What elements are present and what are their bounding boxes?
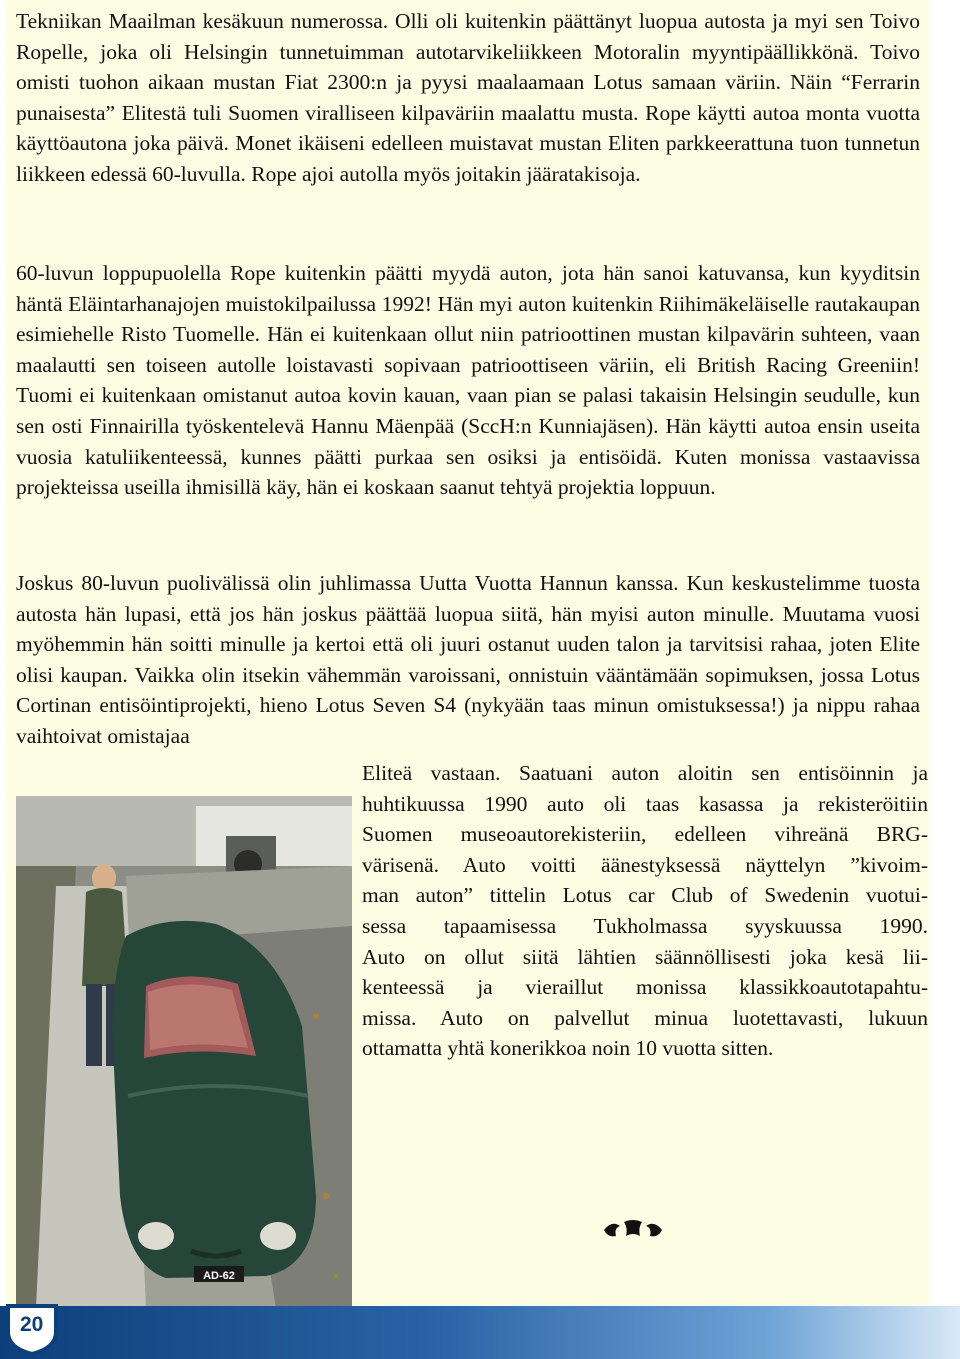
license-plate: AD-62 — [203, 1270, 235, 1282]
paragraph-4-line: värisenä. Auto voitti äänestyksessä näyttelyn ”kivoim- — [362, 852, 928, 877]
paragraph-2: 60-luvun loppupuolella Rope kuitenkin päätti myydä auton, jota hän sanoi katuvansa, kun kyyditsin häntä Eläintarhanajojen muistokilpailussa 1992! Hän myi auton kuitenkin Riihimäkeläiselle rautakaupan esimiehelle Risto Tuomelle. Hän ei kuitenkaan ollut niin patrioottinen mustan kilpavärin suhteen, vaan maalautti sen toiseen autolle loistavasti sopivaan patrioottiseen väriin, eli British Racing Greeniin! Tuomi ei kuitenkaan omistanut autoa kovin kauan, vaan pian se palasi takaisin Helsingin seudulle, kun sen osti Finnairilla työskentelevä Hannu Mäenpää (SccH:n Kunniajäsen). Hän käytti autoa ensin useita vuosia katuliikenteessä, kunnes päätti purkaa sen osiksi ja entisöidä. Kuten monissa vastaavissa projekteissa useilla ihmisillä käy, hän ei koskaan saanut tehtyä projektia loppuun. — [16, 261, 920, 500]
car-photo — [16, 796, 352, 1308]
footer-bar — [0, 1306, 960, 1359]
paragraph-4-line: huhtikuussa 1990 auto oli taas kasassa ja rekisteröitiin — [362, 791, 928, 816]
paragraph-4-line: Auto on ollut siitä lähtien säännöllisesti joka kesä lii- — [362, 944, 928, 969]
paragraph-4-line: man auton” tittelin Lotus car Club of Swedenin vuotui- — [362, 883, 928, 908]
paragraph-4-line: Eliteä vastaan. Saatuani auton aloitin sen entisöinnin ja — [362, 761, 928, 785]
paragraph-1: Tekniikan Maailman kesäkuun numerossa. Olli oli kuitenkin päättänyt luopua autosta ja myi sen Toivo Ropelle, joka oli Helsingin tunnetuimman autotarvikeliikkeen Motoralin myyntipäällikkönä. Toivo omisti tuohon aikaan mustan Fiat 2300:n ja pyysi maalaamaan Lotus samaan väriin. Näin “Ferrarin punaisesta” Elitestä tuli Suomen viralliseen kilpaväriin maalattu musta. Rope käytti autoa monta vuotta käyttöautona joka päivä. Monet ikäiseni edelleen muistavat mustan Eliten parkkeerattuna tuon tunnetun liikkeen edessä 60-luvulla. Rope ajoi autolla myös joitakin jääratakisoja. — [16, 9, 920, 186]
leaf-ornament-icon — [602, 1218, 664, 1242]
page-number: 20 — [20, 1313, 44, 1336]
paragraph-4-line: ottamatta yhtä konerikkoa noin 10 vuotta sitten. — [362, 1036, 774, 1061]
paragraph-4-line: kenteessä ja vieraillut monissa klassikkoautotapahtu- — [362, 975, 928, 1000]
paragraph-4-line: missa. Auto on palvellut minua luotettavasti, lukuun — [362, 1005, 928, 1030]
paragraph-4-line: Suomen museoautorekisteriin, edelleen vihreänä BRG- — [362, 822, 928, 847]
page-background — [6, 0, 930, 1305]
paragraph-4-line: sessa tapaamisessa Tukholmassa syyskuussa 1990. — [362, 913, 928, 938]
paragraph-4 — [362, 758, 928, 1064]
paragraph-3: Joskus 80-luvun puolivälissä olin juhlimassa Uutta Vuotta Hannun kanssa. Kun keskustelimme tuosta autosta hän lupasi, että jos hän joskus päättää luopua siitä, hän myisi auton minulle. Muutama vuosi myöhemmin hän soitti minulle ja kertoi että oli juuri ostanut uuden talon ja tarvitsisi rahaa, joten Elite olisi kaupan. Vaikka olin itsekin vähemmän varoissani, onnistuin vääntämään sopimuksen, jossa Lotus Cortinan entisöintiprojekti, hieno Lotus Seven S4 (nykyään taas minun omistuksessa!) ja nippu rahaa vaihtoivat omistajaa — [16, 571, 920, 748]
